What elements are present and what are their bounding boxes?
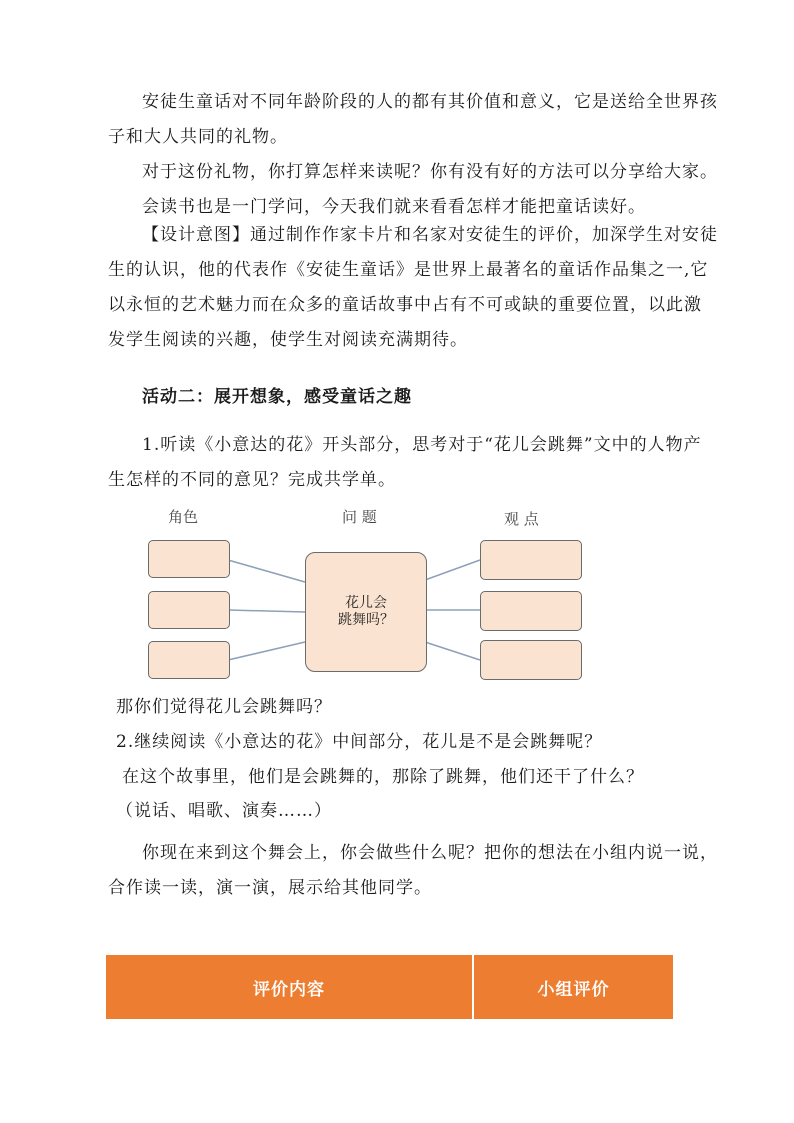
question-two: 2.继续阅读《小意达的花》中间部分，花儿是不是会跳舞呢？	[116, 732, 603, 752]
question-line-1: 花儿会	[345, 595, 387, 611]
question-two-line2: 在这个故事里，他们是会跳舞的，那除了跳舞，他们还干了什么？	[122, 767, 644, 787]
question-two-line3: （说话、唱歌、演奏……）	[116, 801, 332, 821]
evaluation-table-header	[106, 955, 673, 1019]
header-eval-content: 评价内容	[106, 955, 474, 1019]
header-role: 角色	[168, 508, 199, 526]
header-question: 问 题	[342, 508, 377, 526]
paragraph-design-intent: 【设计意图】通过制作作家卡片和名家对安徒生的评价，加深学生对安徒生的认识，他的代表作《安徒生童话》是世界上最著名的童话作品集之一,它以永恒的艺术魅力而在众多的童话故事中占有不可或缺的重要位置，以此激发学生阅读的兴趣，使学生对阅读充满期待。	[108, 225, 718, 350]
view-box-1	[480, 540, 582, 580]
worksheet-diagram	[140, 502, 600, 692]
view-box-3	[480, 640, 582, 680]
question-one-follow: 那你们觉得花儿会跳舞吗？	[116, 697, 332, 717]
paragraph-intro: 安徒生童话对不同年龄阶段的人的都有其价值和意义，它是送给全世界孩子和大人共同的礼物。	[108, 92, 718, 147]
question-one: 1.听读《小意达的花》开头部分，思考对于“花儿会跳舞”文中的人物产生怎样的不同的意见？完成共学单。	[108, 435, 702, 490]
activity-heading: 活动二：展开想象，感受童话之趣	[142, 387, 412, 407]
question-box	[305, 552, 427, 672]
role-box-3	[148, 641, 230, 679]
paragraph-final: 你现在来到这个舞会上，你会做些什么呢？把你的想法在小组内说一说，合作读一读，演一演，展示给其他同学。	[108, 843, 718, 898]
role-box-1	[148, 540, 230, 578]
header-group-eval: 小组评价	[474, 955, 673, 1019]
paragraph-reading-skill: 会读书也是一门学问，今天我们就来看看怎样才能把童话读好。	[142, 197, 646, 217]
view-box-2	[480, 591, 582, 631]
header-view: 观 点	[504, 510, 539, 528]
role-box-2	[148, 591, 230, 629]
question-line-2: 跳舞吗？	[338, 612, 394, 628]
paragraph-question: 对于这份礼物，你打算怎样来读呢？你有没有好的方法可以分享给大家。	[142, 162, 718, 182]
